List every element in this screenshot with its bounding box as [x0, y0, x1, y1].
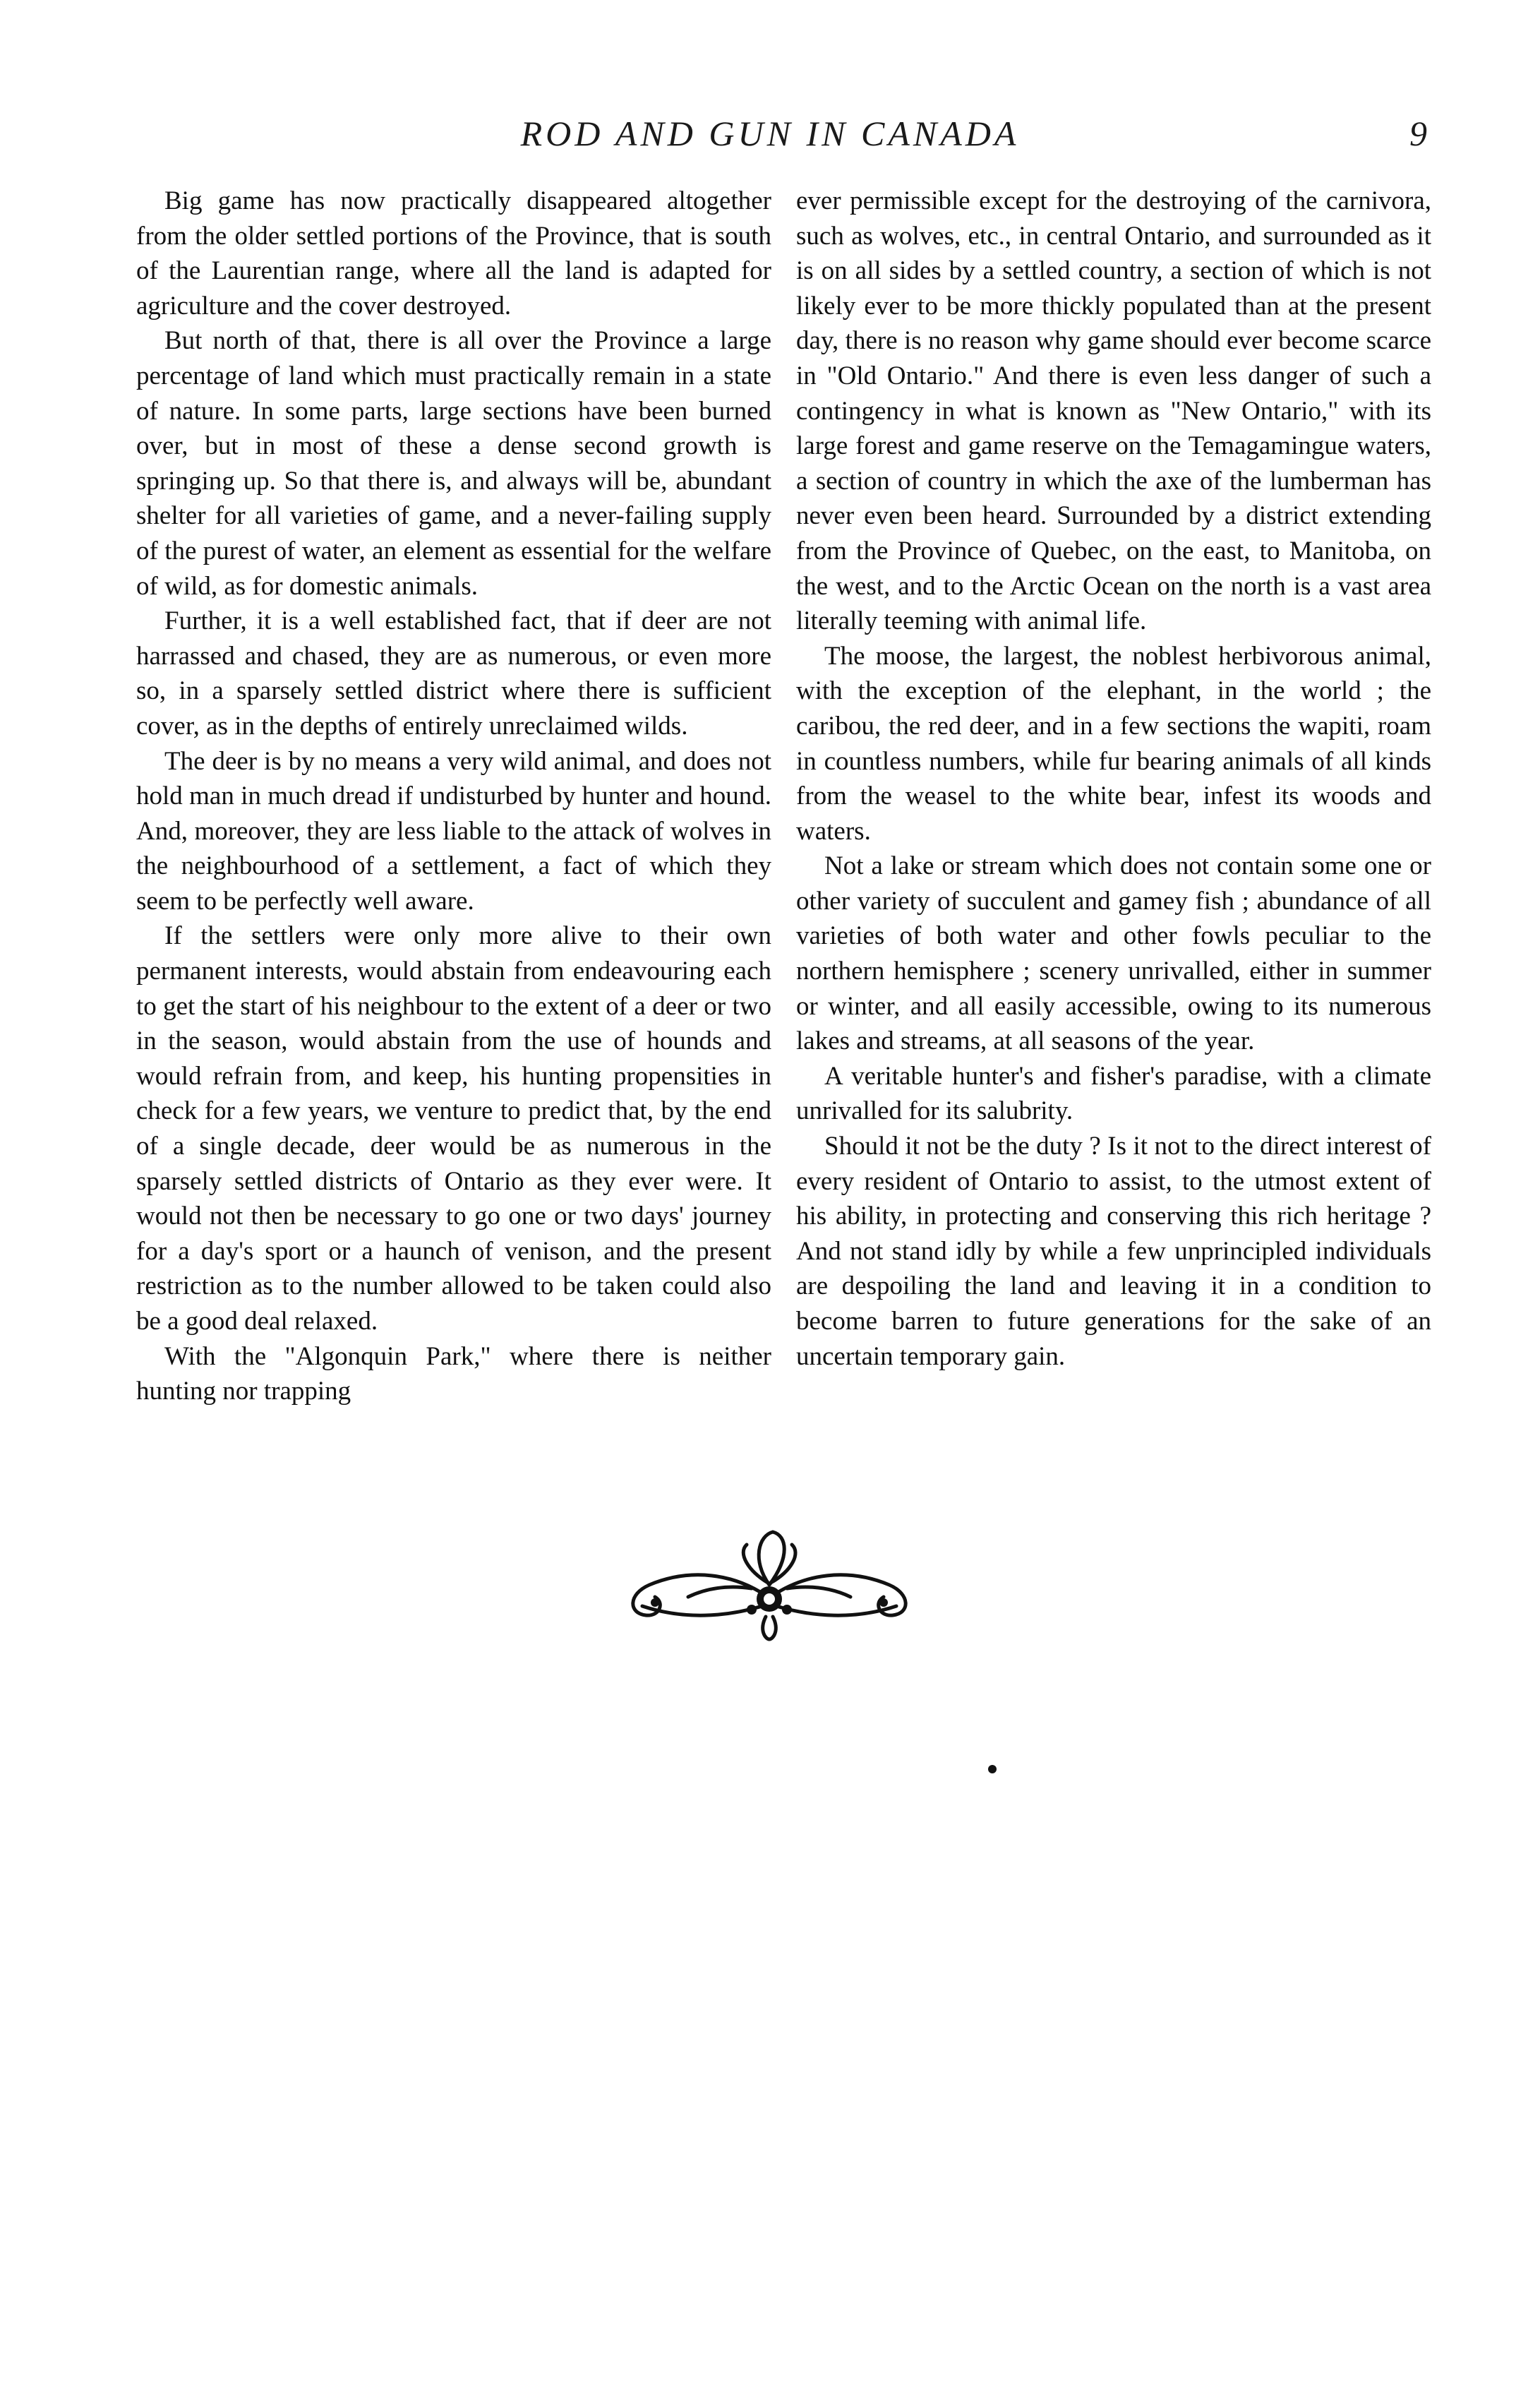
stray-mark — [988, 1765, 997, 1773]
paragraph: But north of that, there is all over the Province a large percentage of land which must practically remain in a state of nature. In some parts, large sections have been burned over, but in most of these a dense second growth is springing up. So that there is, and always will be, abundant shelter for all varieties of game, and a never-failing supply of the purest of water, an element as essential for the welfare of wild, as for domestic animals. — [136, 326, 771, 601]
floral-scroll-ornament-icon — [607, 1518, 932, 1645]
paragraph: ever permissible except for the destroying of the carnivora, such as wolves, etc., in central Ontario, and surrounded as it is on all sides by a settled country, a section of which is not likely ever to be more thickly populated than at the present day, there is no reason why game should ever become scarce in "Old Ontario." And there is even less danger of such a contingency in what is known as "New Ontario," with its large forest and game reserve on the Temagamingue waters, a section of country in which the axe of the lumberman has never even been heard. Surrounded by a district extending from the Province of Quebec, on the east, to Manitoba, on the west, and to the Arctic Ocean on the north is a vast area literally teeming with animal life. — [796, 186, 1431, 636]
paragraph: The moose, the largest, the noblest herbivorous animal, with the exception of the elephant, in the world ; the caribou, the red deer, and in a few sections the wapiti, roam in countless numbers, while fur bearing animals of all kinds from the weasel to the white bear, infest its woods and waters. — [796, 641, 1431, 846]
paragraph: A veritable hunter's and fisher's paradise, with a climate unrivalled for its salubrity. — [796, 1061, 1431, 1126]
paragraph: With the "Algonquin Park," where there is neither hunting nor trapping — [136, 1341, 771, 1406]
right-column — [796, 184, 1431, 1374]
page-number: 9 — [1409, 114, 1427, 153]
paragraph: Should it not be the duty ? Is it not to the direct interest of every resident of Ontario to assist, to the utmost extent of his ability, in protecting and conserving this rich heritage ? And not stand idly by while a few unprincipled individuals are despoiling the land and leaving it in a condition to become barren to future generations for the sake of an uncertain temporary gain. — [796, 1132, 1431, 1371]
paragraph: Further, it is a well established fact, that if deer are not harrassed and chased, they are as numerous, or even more so, in a sparsely settled district where there is sufficient cover, as in the depths of entirely unreclaimed wilds. — [136, 606, 771, 741]
paragraph: If the settlers were only more alive to their own permanent interests, would abstain from endeavouring each to get the start of his neighbour to the extent of a deer or two in the season, would abstain from the use of hounds and would refrain from, and keep, his hunting propensities in check for a few years, we venture to predict that, by the end of a single decade, deer would be as numerous in the sparsely settled districts of Ontario as they ever were. It would not then be necessary to go one or two days' journey for a day's sport or a haunch of venison, and the present restriction as to the number allowed to be taken could also be a good deal relaxed. — [136, 921, 771, 1336]
running-title: ROD AND GUN IN CANADA — [520, 114, 1020, 153]
paragraph: Big game has now practically disappeared altogether from the older settled portions of the Province, that is south of the Laurentian range, where all the land is adapted for agriculture and the cover destroyed. — [136, 186, 771, 321]
paragraph: Not a lake or stream which does not contain some one or other variety of succulent and gamey fish ; abundance of all varieties of both water and other fowls peculiar to the northern hemisphere ; scenery unrivalled, either in summer or winter, and all easily accessible, owing to its numerous lakes and streams, at all seasons of the year. — [796, 851, 1431, 1056]
left-column — [136, 184, 771, 1409]
paragraph: The deer is by no means a very wild animal, and does not hold man in much dread if undisturbed by hunter and hound. And, moreover, they are less liable to the attack of wolves in the neighbourhood of a settlement, a fact of which they seem to be perfectly well aware. — [136, 746, 771, 916]
